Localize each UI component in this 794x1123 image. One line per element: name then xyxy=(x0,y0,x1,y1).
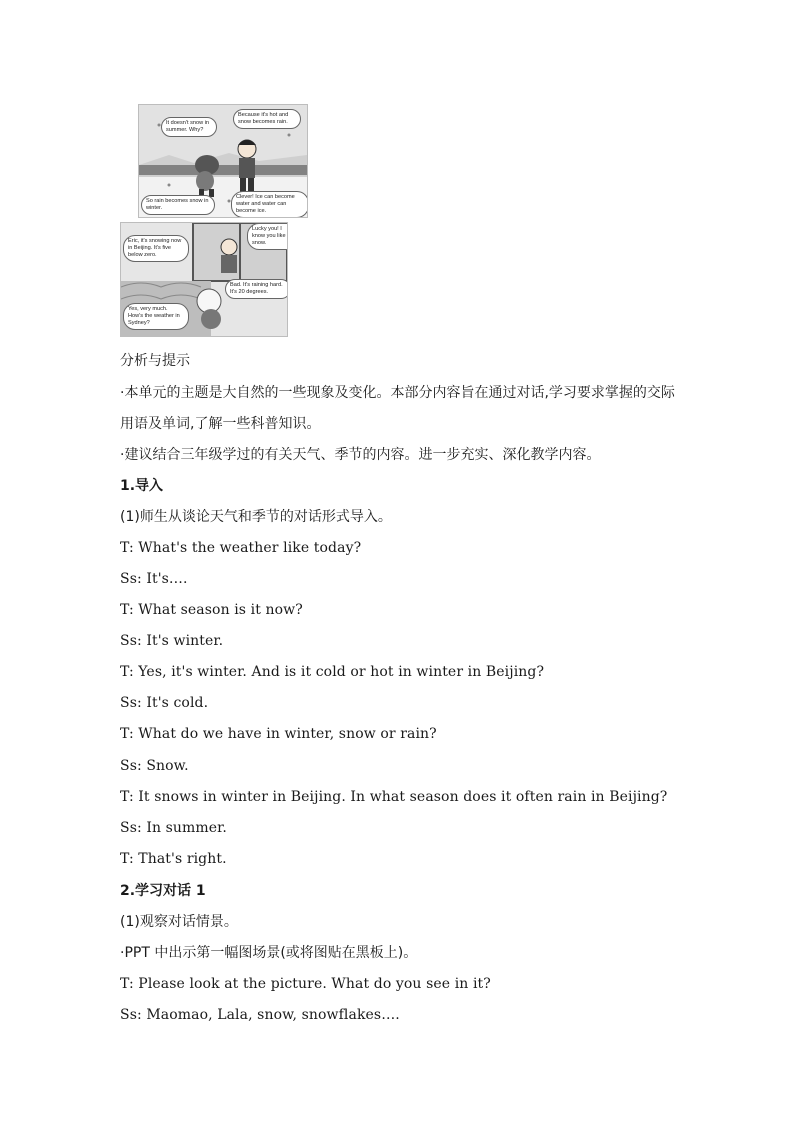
dialogue-line: Ss: It's winter. xyxy=(120,633,224,649)
dialogue-line: T: What season is it now? xyxy=(120,602,303,618)
step-note: ·PPT 中出示第一幅图场景(或将图贴在黑板上)。 xyxy=(120,945,418,961)
analysis-heading: 分析与提示 xyxy=(120,353,190,369)
analysis-point: 用语及单词,了解一些科普知识。 xyxy=(120,416,321,432)
dialogue-line: T: What do we have in winter, snow or rain? xyxy=(120,726,437,742)
speech-bubble: Because it's hot and snow becomes rain. xyxy=(233,109,301,129)
section-heading: 2.学习对话 1 xyxy=(120,883,206,899)
comic-figure-2 xyxy=(120,222,288,337)
dialogue-line: T: That's right. xyxy=(120,851,227,867)
dialogue-line: Ss: It's cold. xyxy=(120,695,209,711)
speech-bubble: So rain becomes snow in winter. xyxy=(141,195,215,215)
speech-bubble: Clever! Ice can become water and water can become ice. xyxy=(231,191,308,218)
speech-bubble: Lucky you! I know you like snow. xyxy=(247,223,288,250)
analysis-point: ·本单元的主题是大自然的一些现象及变化。本部分内容旨在通过对话,学习要求掌握的交际 xyxy=(120,385,675,401)
dialogue-line: T: What's the weather like today? xyxy=(120,540,362,556)
comic-figure-1 xyxy=(138,104,308,218)
dialogue-line: Ss: Maomao, Lala, snow, snowflakes…. xyxy=(120,1007,400,1023)
speech-bubble: Bad. It's raining hard. It's 20 degrees. xyxy=(225,279,288,299)
analysis-point: ·建议结合三年级学过的有关天气、季节的内容。进一步充实、深化教学内容。 xyxy=(120,447,601,463)
dialogue-line: T: Please look at the picture. What do you see in it? xyxy=(120,976,491,992)
speech-bubble: Eric, it's snowing now in Beijing. It's five below zero. xyxy=(123,235,189,262)
step-text: (1)观察对话情景。 xyxy=(120,914,238,930)
dialogue-line: T: Yes, it's winter. And is it cold or hot in winter in Beijing? xyxy=(120,664,545,680)
dialogue-line: Ss: It's…. xyxy=(120,571,188,587)
dialogue-line: Ss: Snow. xyxy=(120,758,189,774)
speech-bubble: Yes, very much. How's the weather in Sydney? xyxy=(123,303,189,330)
dialogue-line: Ss: In summer. xyxy=(120,820,227,836)
dialogue-line: T: It snows in winter in Beijing. In what season does it often rain in Beijing? xyxy=(120,789,668,805)
speech-bubble: It doesn't snow in summer. Why? xyxy=(161,117,217,137)
step-text: (1)师生从谈论天气和季节的对话形式导入。 xyxy=(120,509,392,525)
section-heading: 1.导入 xyxy=(120,478,164,494)
